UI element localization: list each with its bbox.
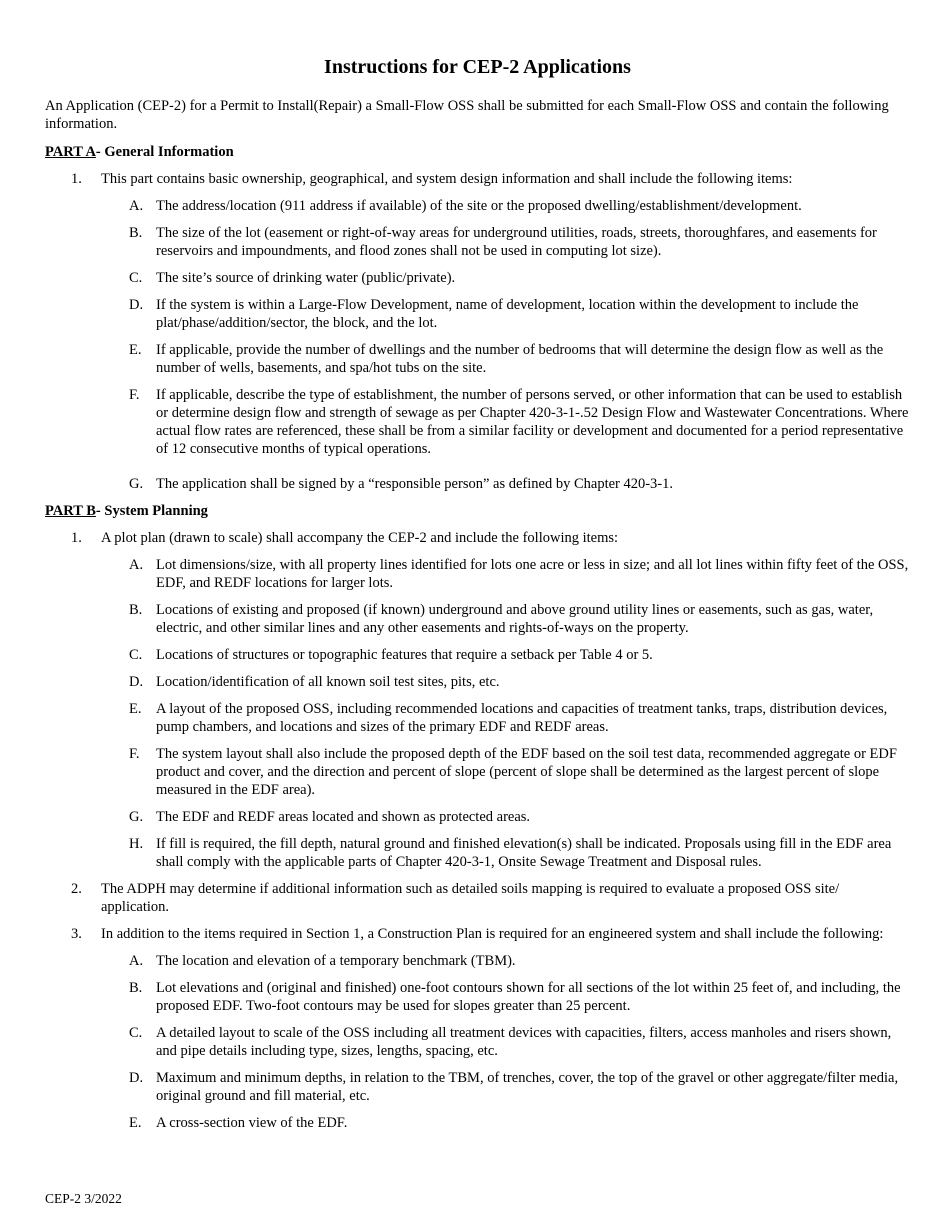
sub-text: The location and elevation of a temporary benchmark (TBM). bbox=[156, 953, 516, 969]
sub-letter: G. bbox=[129, 476, 144, 492]
sub-text: Locations of structures or topographic features that require a setback per Table 4 or 5. bbox=[156, 647, 653, 663]
sub-letter: G. bbox=[129, 809, 144, 825]
part-b-sub-c bbox=[45, 646, 910, 664]
sub-text: If fill is required, the fill depth, natural ground and finished elevation(s) shall be indicated. Proposals using fill in the EDF area shall comply with the applicable parts of Chapter 420-3-1, Onsite Sewage Treatment and Disposal rules. bbox=[156, 836, 892, 870]
sub-letter: C. bbox=[129, 1025, 143, 1041]
item-number: 2. bbox=[71, 881, 82, 897]
sub-letter: A. bbox=[129, 557, 144, 573]
part-a-sub-b bbox=[45, 224, 910, 260]
item-text: The ADPH may determine if additional information such as detailed soils mapping is required to evaluate a proposed OSS site/ application. bbox=[101, 881, 840, 915]
sub-letter: H. bbox=[129, 836, 144, 852]
part-b-item-2 bbox=[45, 880, 910, 916]
sub-text: If applicable, describe the type of establishment, the number of persons served, or other information that can be used to establish or determine design flow and strength of sewage as per Chapter 420-3-1-.52 Design Flow and Wastewater Concentrations. Where actual flow rates are referenced, these shall be from a similar facility or development and documented for a period representative of 12 consecutive months of typical operations. bbox=[156, 387, 909, 457]
sub-letter: D. bbox=[129, 674, 144, 690]
sub-text: Maximum and minimum depths, in relation to the TBM, of trenches, cover, the top of the gravel or other aggregate/filter media, original ground and fill material, etc. bbox=[156, 1070, 899, 1104]
sub-text: Location/identification of all known soil test sites, pits, etc. bbox=[156, 674, 500, 690]
part-b-item-1 bbox=[45, 529, 910, 547]
part-a-item-1 bbox=[45, 170, 910, 188]
item-text: A plot plan (drawn to scale) shall accompany the CEP-2 and include the following items: bbox=[101, 530, 619, 546]
item-text: This part contains basic ownership, geographical, and system design information and shall include the following items: bbox=[101, 171, 793, 187]
part-a-heading bbox=[45, 143, 910, 161]
item-number: 1. bbox=[71, 171, 82, 187]
part-b-sub-a bbox=[45, 556, 910, 592]
part-b-sub-e bbox=[45, 700, 910, 736]
sub-text: The site’s source of drinking water (public/private). bbox=[156, 270, 456, 286]
sub-letter: B. bbox=[129, 225, 143, 241]
part-a-sub-e bbox=[45, 341, 910, 377]
part-a-title: - General Information bbox=[95, 144, 234, 160]
part-a-sub-c bbox=[45, 269, 910, 287]
part-b-sub-d bbox=[45, 673, 910, 691]
sub-text: A detailed layout to scale of the OSS including all treatment devices with capacities, filters, access manholes and risers shown, and pipe details including type, sizes, lengths, spacing, etc. bbox=[156, 1025, 892, 1059]
part-a-sub-a bbox=[45, 197, 910, 215]
item-number: 1. bbox=[71, 530, 82, 546]
part-b-3-sub-b bbox=[45, 979, 910, 1015]
sub-letter: E. bbox=[129, 701, 142, 717]
sub-text: The EDF and REDF areas located and shown as protected areas. bbox=[156, 809, 531, 825]
part-b-title: - System Planning bbox=[95, 503, 208, 519]
sub-letter: C. bbox=[129, 647, 143, 663]
sub-text: A layout of the proposed OSS, including recommended locations and capacities of treatment tanks, traps, distribution devices, pump chambers, and locations and sizes of the primary EDF and REDF areas. bbox=[156, 701, 888, 735]
sub-text: The application shall be signed by a “responsible person” as defined by Chapter 420-3-1. bbox=[156, 476, 674, 492]
item-number: 3. bbox=[71, 926, 82, 942]
part-b-sub-g bbox=[45, 808, 910, 826]
part-b-item-3 bbox=[45, 925, 910, 943]
part-b-sub-h bbox=[45, 835, 910, 871]
part-b-label: PART B bbox=[45, 503, 96, 519]
item-text: In addition to the items required in Section 1, a Construction Plan is required for an engineered system and shall include the following: bbox=[101, 926, 884, 942]
sub-letter: E. bbox=[129, 342, 142, 358]
sub-letter: F. bbox=[129, 387, 140, 403]
part-b-sub-f bbox=[45, 745, 910, 799]
part-b-3-sub-d bbox=[45, 1069, 910, 1105]
intro-paragraph: An Application (CEP-2) for a Permit to Install(Repair) a Small-Flow OSS shall be submitted for each Small-Flow OSS and contain the following information. bbox=[45, 98, 889, 132]
sub-text: The address/location (911 address if available) of the site or the proposed dwelling/establishment/development. bbox=[156, 198, 802, 214]
sub-text: Lot elevations and (original and finished) one-foot contours shown for all sections of the lot within 25 feet of, and including, the proposed EDF. Two-foot contours may be used for slopes greater than 25 percent. bbox=[156, 980, 901, 1014]
page-title: Instructions for CEP-2 Applications bbox=[324, 56, 631, 78]
sub-letter: B. bbox=[129, 980, 143, 996]
sub-text: Lot dimensions/size, with all property lines identified for lots one acre or less in size; and all lot lines within fifty feet of the OSS, EDF, and REDF locations for larger lots. bbox=[156, 557, 909, 591]
sub-text: Locations of existing and proposed (if known) underground and above ground utility lines or easements, such as gas, water, electric, and other similar lines and any other easements and rights-of-ways on the property. bbox=[156, 602, 881, 636]
sub-letter: D. bbox=[129, 1070, 144, 1086]
part-b-3-sub-e bbox=[45, 1114, 910, 1132]
sub-letter: B. bbox=[129, 602, 143, 618]
sub-text: If the system is within a Large-Flow Development, name of development, location within the development to include the plat/phase/addition/sector, the block, and the lot. bbox=[156, 297, 859, 331]
form-revision-footer: CEP-2 3/2022 bbox=[45, 1191, 122, 1206]
sub-letter: F. bbox=[129, 746, 140, 762]
sub-letter: D. bbox=[129, 297, 144, 313]
sub-text: If applicable, provide the number of dwellings and the number of bedrooms that will determine the design flow as well as the number of wells, basements, and spa/hot tubs on the site. bbox=[156, 342, 884, 376]
sub-text: The system layout shall also include the proposed depth of the EDF based on the soil test data, recommended aggregate or EDF product and cover, and the direction and percent of slope (percent of slope shall be determined as the largest percent of slope measured in the EDF area). bbox=[156, 746, 897, 798]
part-a-label: PART A bbox=[45, 144, 96, 160]
part-a-sub-f bbox=[45, 386, 910, 458]
sub-text: The size of the lot (easement or right-of-way areas for underground utilities, roads, streets, thoroughfares, and easements for reservoirs and impoundments, and flood zones shall not be used in computing lot size). bbox=[156, 225, 877, 259]
sub-letter: C. bbox=[129, 270, 143, 286]
part-a-sub-d bbox=[45, 296, 910, 332]
part-b-3-sub-a bbox=[45, 952, 910, 970]
part-b-sub-b bbox=[45, 601, 910, 637]
sub-letter: A. bbox=[129, 198, 144, 214]
part-a-sub-g bbox=[45, 475, 910, 493]
part-b-heading bbox=[45, 502, 910, 520]
sub-letter: E. bbox=[129, 1115, 142, 1131]
document-page bbox=[45, 55, 910, 1141]
part-b-3-sub-c bbox=[45, 1024, 910, 1060]
sub-letter: A. bbox=[129, 953, 144, 969]
sub-text: A cross-section view of the EDF. bbox=[156, 1115, 348, 1131]
